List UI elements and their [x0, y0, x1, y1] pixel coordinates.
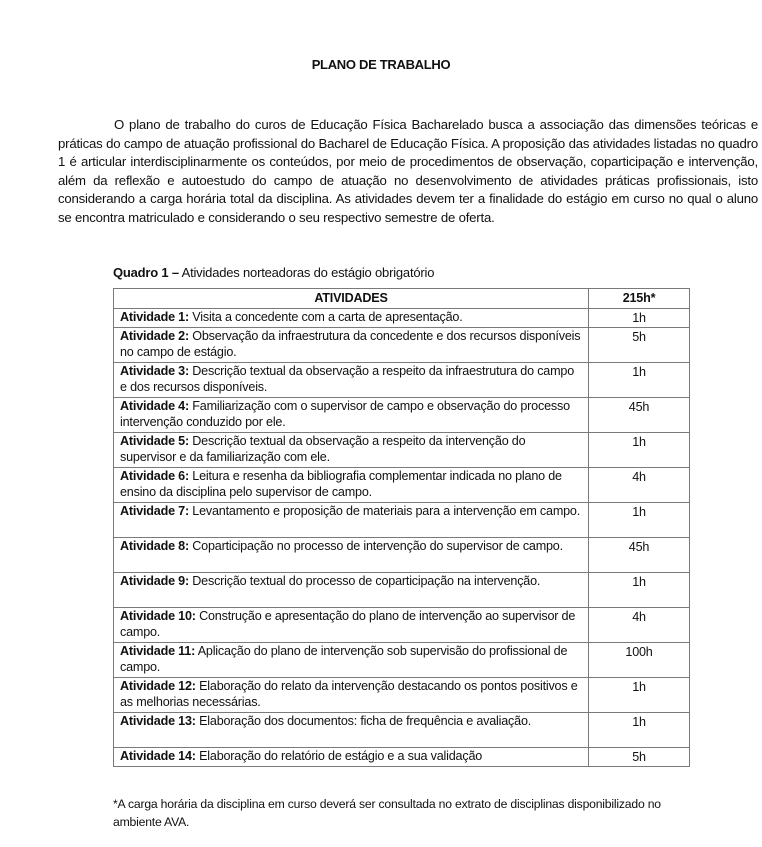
activity-hours: 1h [589, 713, 690, 748]
activity-text: Elaboração do relato da intervenção destacando os pontos positivos e as melhorias necessárias. [120, 679, 578, 709]
activity-text: Levantamento e proposição de materiais para a intervenção em campo. [188, 504, 581, 518]
activity-description [114, 678, 589, 713]
table-row [114, 433, 690, 468]
activity-description [114, 713, 589, 748]
activity-hours: 4h [589, 468, 690, 503]
table-row [114, 748, 690, 767]
activity-hours: 4h [589, 608, 690, 643]
activity-description [114, 363, 589, 398]
activity-text: Leitura e resenha da bibliografia complementar indicada no plano de ensino da disciplina pelo supervisor de campo. [120, 469, 562, 499]
intro-paragraph: O plano de trabalho do curos de Educação Física Bacharelado busca a associação das dimensões teóricas e práticas do campo de atuação profissional do Bacharel de Educação Física. A proposição das atividades listadas no quadro 1 é articular interdisciplinarmente os conteúdos, por meio de procedimentos de observação, coparticipação e intervenção, além da reflexão e autoestudo do campo de atuação no desenvolvimento de atividades práticas profissionais, isto considerando a carga horária total da disciplina. As atividades devem ter a finalidade do estágio em curso no qual o aluno se encontra matriculado e considerando o seu respectivo semestre de oferta. [58, 117, 758, 225]
table-row [114, 608, 690, 643]
table-row [114, 538, 690, 573]
activity-label: Atividade 1: [120, 310, 189, 324]
header-activities: ATIVIDADES [114, 289, 589, 309]
table-caption [113, 265, 434, 280]
activity-label: Atividade 11: [120, 644, 196, 658]
activity-hours: 1h [589, 503, 690, 538]
activity-description [114, 433, 589, 468]
activity-label: Atividade 9: [120, 574, 189, 588]
activity-hours: 1h [589, 363, 690, 398]
footnote: *A carga horária da disciplina em curso deverá ser consultada no extrato de disciplinas disponibilizado no ambiente AVA. [113, 797, 661, 829]
activity-text: Familiarização com o supervisor de campo e observação do processo intervenção conduzido por ele. [120, 399, 570, 429]
activity-description [114, 309, 589, 328]
activity-description [114, 573, 589, 608]
table-row [114, 713, 690, 748]
activity-hours: 45h [589, 398, 690, 433]
activity-description [114, 398, 589, 433]
activity-label: Atividade 13: [120, 714, 196, 728]
activity-description [114, 468, 589, 503]
activity-text: Descrição textual da observação a respeito da infraestrutura do campo e dos recursos disponíveis. [120, 364, 575, 394]
activity-label: Atividade 5: [120, 434, 189, 448]
activity-text: Elaboração dos documentos: ficha de frequência e avaliação. [195, 714, 532, 728]
table-header-row [114, 289, 690, 309]
table-row [114, 643, 690, 678]
header-hours: 215h* [589, 289, 690, 309]
activity-label: Atividade 3: [120, 364, 189, 378]
activity-hours: 1h [589, 678, 690, 713]
activity-description [114, 538, 589, 573]
activity-text: Observação da infraestrutura da concedente e dos recursos disponíveis no campo de estágio. [120, 329, 581, 359]
activities-table [113, 288, 690, 767]
activity-label: Atividade 8: [120, 539, 189, 553]
caption-label: Quadro 1 – [113, 265, 179, 280]
table-row [114, 398, 690, 433]
activity-text: Visita a concedente com a carta de apresentação. [188, 310, 463, 324]
activity-hours: 5h [589, 748, 690, 767]
activity-description [114, 643, 589, 678]
activity-label: Atividade 6: [120, 469, 189, 483]
table-row [114, 503, 690, 538]
caption-text: Atividades norteadoras do estágio obrigatório [178, 265, 435, 280]
activity-hours: 5h [589, 328, 690, 363]
activity-text: Aplicação do plano de intervenção sob supervisão do profissional de campo. [120, 644, 568, 674]
activity-text: Coparticipação no processo de intervenção do supervisor de campo. [188, 539, 563, 553]
activity-text: Descrição textual da observação a respeito da intervenção do supervisor e da familiarização com ele. [120, 434, 526, 464]
activity-description [114, 328, 589, 363]
activity-hours: 1h [589, 433, 690, 468]
activity-label: Atividade 4: [120, 399, 189, 413]
table-row [114, 678, 690, 713]
activity-text: Construção e apresentação do plano de intervenção ao supervisor de campo. [120, 609, 576, 639]
activity-label: Atividade 2: [120, 329, 189, 343]
activity-label: Atividade 7: [120, 504, 189, 518]
table-row [114, 363, 690, 398]
activity-label: Atividade 10: [120, 609, 196, 623]
activity-hours: 100h [589, 643, 690, 678]
activity-description [114, 748, 589, 767]
table-row [114, 468, 690, 503]
activity-label: Atividade 14: [120, 749, 196, 763]
activity-description [114, 608, 589, 643]
activity-text: Descrição textual do processo de coparticipação na intervenção. [188, 574, 541, 588]
activity-label: Atividade 12: [120, 679, 196, 693]
table-row [114, 573, 690, 608]
activity-text: Elaboração do relatório de estágio e a sua validação [195, 749, 483, 763]
activity-hours: 1h [589, 573, 690, 608]
activity-hours: 45h [589, 538, 690, 573]
activity-hours: 1h [589, 309, 690, 328]
activity-description [114, 503, 589, 538]
table-row [114, 309, 690, 328]
table-row [114, 328, 690, 363]
document-title: PLANO DE TRABALHO [311, 57, 451, 72]
